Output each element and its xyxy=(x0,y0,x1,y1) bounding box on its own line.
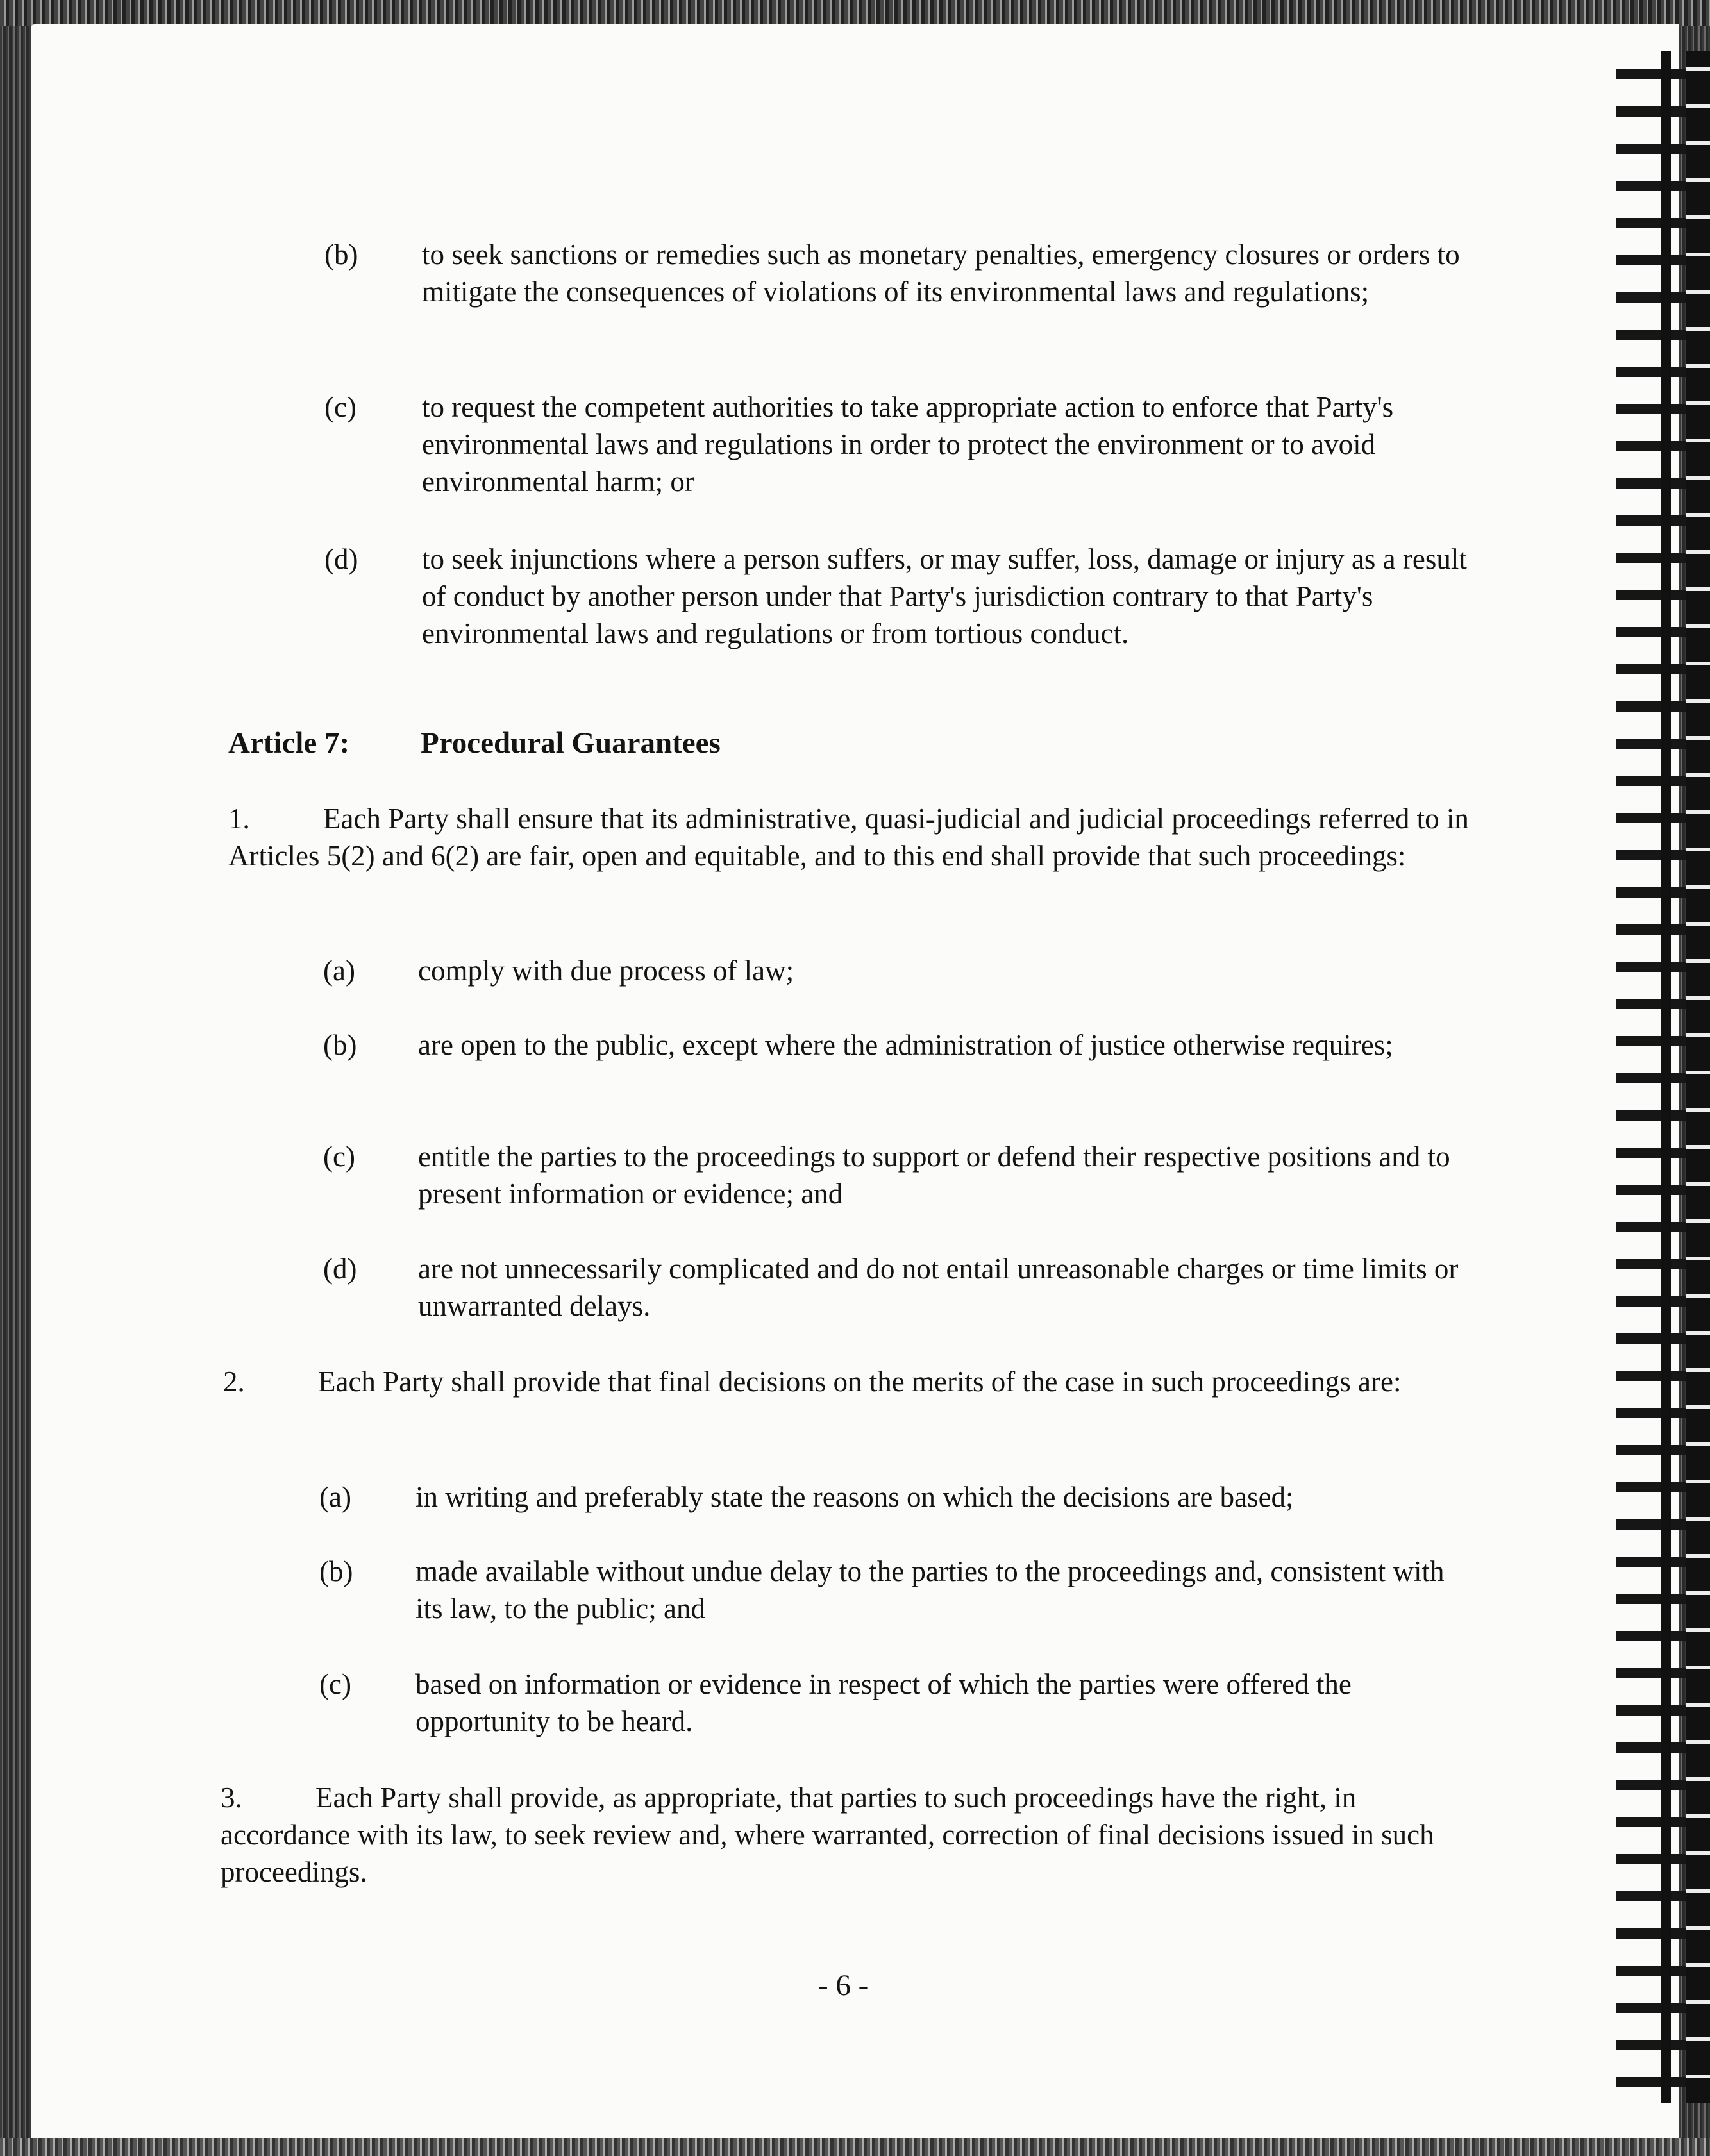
list-item: based on information or evidence in respect of which the parties were offered the opportunity to be heard. xyxy=(415,1668,1352,1737)
spiral-binding xyxy=(1616,51,1710,2103)
document-page xyxy=(31,24,1679,2140)
list-item: in writing and preferably state the reasons on which the decisions are based; xyxy=(415,1481,1294,1513)
paragraph-text: Each Party shall ensure that its administrative, quasi-judicial and judicial proceedings referred to in Articles 5(2) and 6(2) are fair, open and equitable, and to this end shall provide that such proceedings: xyxy=(228,803,1469,872)
list-item: to seek injunctions where a person suffers, or may suffer, loss, damage or injury as a result of conduct by another person under that Party's jurisdiction contrary to that Party's environmental laws and regulations or from tortious conduct. xyxy=(422,543,1467,649)
list-label: (c) xyxy=(319,1668,351,1700)
list-label: (c) xyxy=(324,391,356,423)
list-label: (b) xyxy=(319,1555,353,1587)
page-number: - 6 - xyxy=(818,1969,869,2002)
list-item: are open to the public, except where the administration of justice otherwise requires; xyxy=(418,1029,1393,1061)
paragraph-number: 2. xyxy=(223,1366,245,1398)
article-number: Article 7: xyxy=(228,726,350,760)
paragraph-number: 3. xyxy=(221,1782,242,1814)
list-item: entitle the parties to the proceedings to support or defend their respective positions and to present information or evidence; and xyxy=(418,1141,1450,1210)
paragraph-2 xyxy=(223,1363,1467,1400)
paragraph-text: Each Party shall provide that final decisions on the merits of the case in such proceedings are: xyxy=(318,1366,1402,1398)
paragraph-number: 1. xyxy=(228,803,250,835)
list-item: are not unnecessarily complicated and do not entail unreasonable charges or time limits or unwarranted delays. xyxy=(418,1253,1459,1322)
list-item: comply with due process of law; xyxy=(418,955,794,987)
list-label: (d) xyxy=(324,543,358,575)
list-label: (a) xyxy=(323,955,355,987)
scan-edge-top xyxy=(0,0,1710,26)
list-label: (c) xyxy=(323,1141,355,1173)
list-label: (a) xyxy=(319,1481,351,1513)
paragraph-text: Each Party shall provide, as appropriate, that parties to such proceedings have the right, in accordance with its law, to seek review and, where warranted, correction of final decisions issued in such proceedings. xyxy=(221,1782,1434,1888)
list-label: (b) xyxy=(324,238,358,271)
list-item: to request the competent authorities to take appropriate action to enforce that Party's environmental laws and regulations in order to protect the environment or to avoid environmental harm; or xyxy=(422,391,1394,497)
article-title: Procedural Guarantees xyxy=(421,726,721,760)
list-label: (d) xyxy=(323,1253,357,1285)
list-label: (b) xyxy=(323,1029,357,1061)
paragraph-3 xyxy=(221,1779,1464,1891)
paragraph-1 xyxy=(228,800,1472,874)
list-item: made available without undue delay to the parties to the proceedings and, consistent with its law, to the public; and xyxy=(415,1555,1445,1625)
scan-edge-bottom xyxy=(0,2138,1710,2156)
list-item: to seek sanctions or remedies such as monetary penalties, emergency closures or orders to mitigate the consequences of violations of its environmental laws and regulations; xyxy=(422,238,1460,308)
